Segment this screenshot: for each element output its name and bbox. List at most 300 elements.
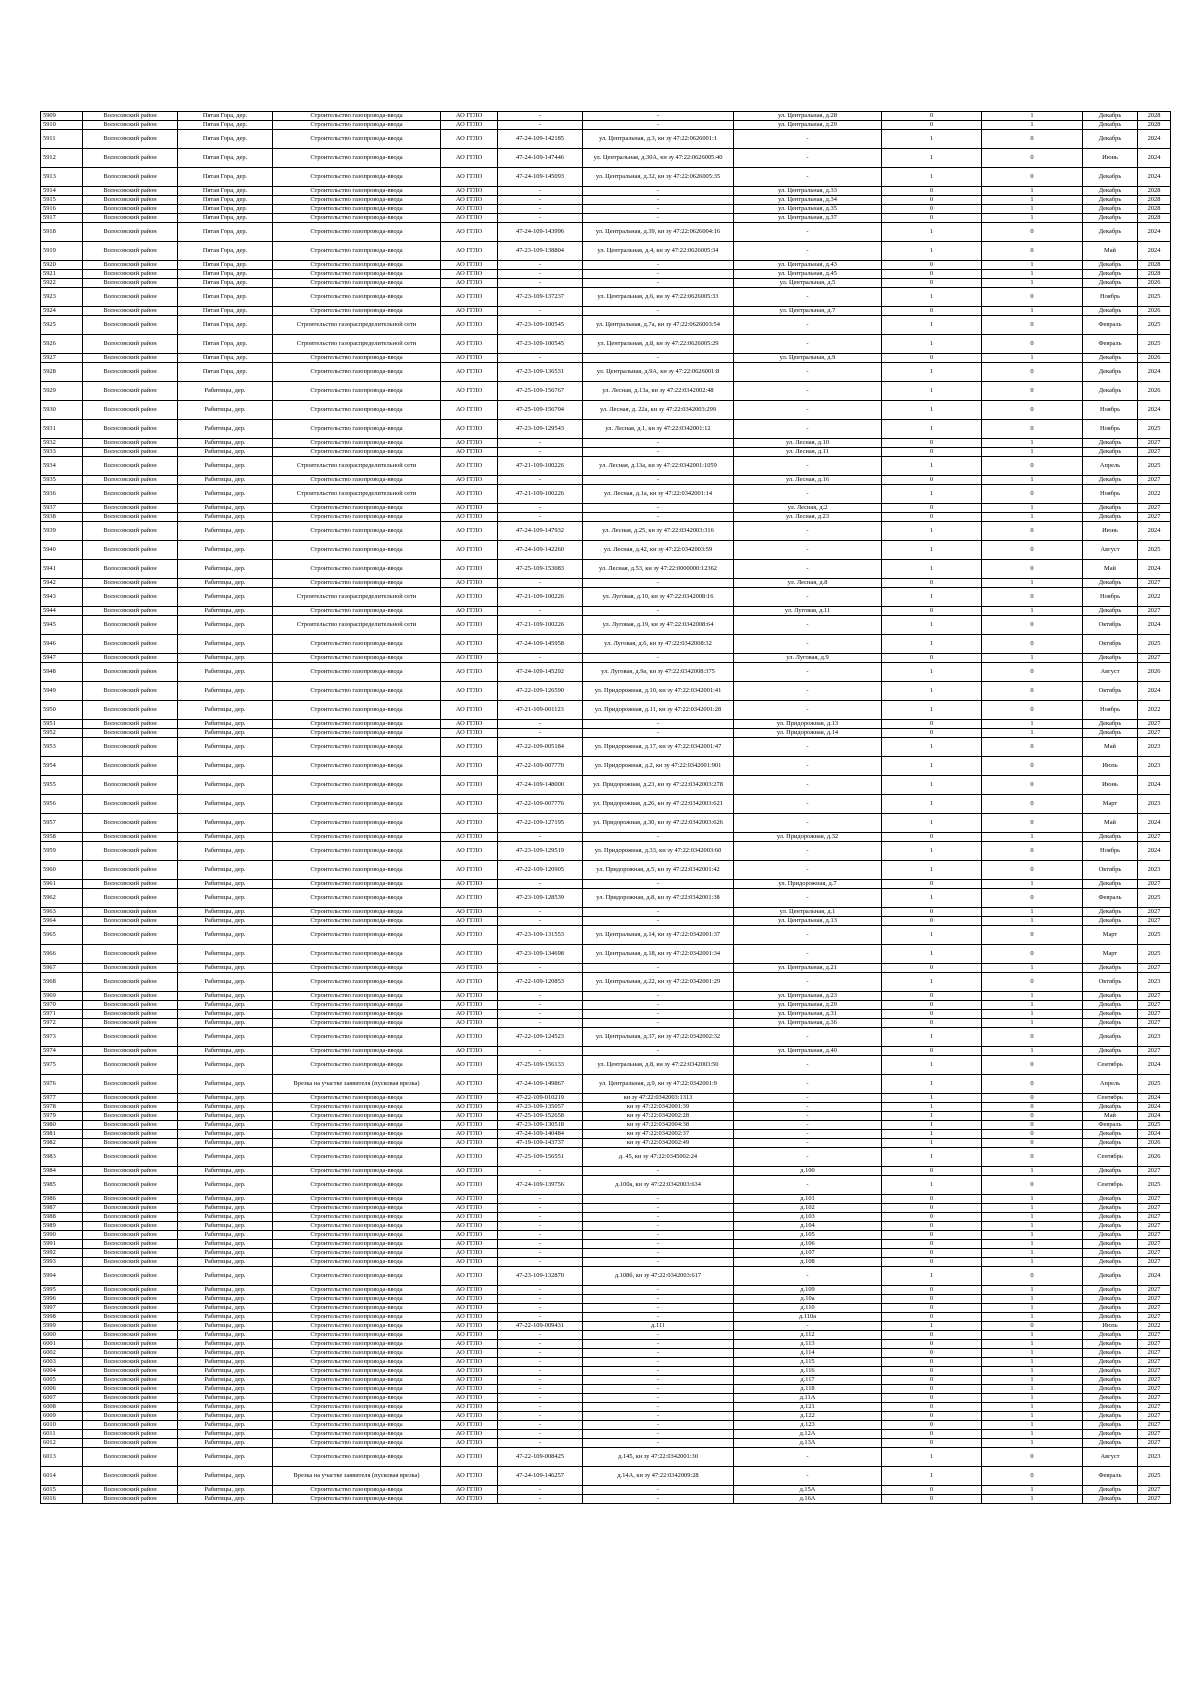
table-row xyxy=(41,663,1171,682)
organization-cell: АО ГГЛО xyxy=(441,1495,498,1504)
organization-cell: АО ГГЛО xyxy=(441,1103,498,1112)
work-type-cell: Строительство газопровода-ввода xyxy=(273,1267,441,1286)
organization-cell: АО ГГЛО xyxy=(441,1358,498,1367)
table-row xyxy=(41,1394,1171,1403)
settlement-cell: Пятая Гора, дер. xyxy=(178,279,273,288)
application-number-cell: - xyxy=(498,654,583,663)
year-cell: 2024 xyxy=(1138,130,1171,149)
application-number-cell: - xyxy=(498,1001,583,1010)
organization-cell: АО ГГЛО xyxy=(441,522,498,541)
organization-cell: АО ГГЛО xyxy=(441,1286,498,1295)
month-cell: Декабрь xyxy=(1083,1495,1138,1504)
count-a-cell: 0 xyxy=(882,214,982,223)
district-cell: Волосовский район xyxy=(83,635,178,654)
month-cell: Декабрь xyxy=(1083,130,1138,149)
settlement-cell: Пятая Гора, дер. xyxy=(178,130,273,149)
count-a-cell: 0 xyxy=(882,880,982,889)
organization-cell: АО ГГЛО xyxy=(441,1439,498,1448)
work-type-cell: Строительство газопровода-ввода xyxy=(273,1103,441,1112)
row-number-cell: 5948 xyxy=(41,663,83,682)
district-cell: Волосовский район xyxy=(83,1403,178,1412)
district-cell: Волосовский район xyxy=(83,1047,178,1056)
month-cell: Декабрь xyxy=(1083,1139,1138,1148)
application-number-cell: - xyxy=(498,261,583,270)
district-cell: Волосовский район xyxy=(83,1130,178,1139)
address-cell: - xyxy=(734,1075,882,1094)
row-number-cell: 5940 xyxy=(41,541,83,560)
row-number-cell: 6011 xyxy=(41,1430,83,1439)
organization-cell: АО ГГЛО xyxy=(441,1430,498,1439)
address-cadastral-cell: - xyxy=(583,196,734,205)
settlement-cell: Рабитицы, дер. xyxy=(178,1222,273,1231)
settlement-cell: Рабитицы, дер. xyxy=(178,663,273,682)
month-cell: Декабрь xyxy=(1083,1130,1138,1139)
row-number-cell: 6012 xyxy=(41,1439,83,1448)
year-cell: 2024 xyxy=(1138,560,1171,579)
month-cell: Декабрь xyxy=(1083,363,1138,382)
settlement-cell: Рабитицы, дер. xyxy=(178,1019,273,1028)
table-row xyxy=(41,1231,1171,1240)
address-cell: - xyxy=(734,1267,882,1286)
settlement-cell: Рабитицы, дер. xyxy=(178,1376,273,1385)
application-number-cell: - xyxy=(498,1340,583,1349)
count-b-cell: 0 xyxy=(982,738,1083,757)
organization-cell: АО ГГЛО xyxy=(441,663,498,682)
district-cell: Волосовский район xyxy=(83,1495,178,1504)
address-cell: - xyxy=(734,1130,882,1139)
row-number-cell: 5985 xyxy=(41,1176,83,1195)
count-a-cell: 0 xyxy=(882,354,982,363)
address-cadastral-cell: ул. Придорожная, д.33, кн зу 47:22:0342003:60 xyxy=(583,842,734,861)
address-cadastral-cell: ул. Луговая, д.6, кн зу 47:22:0342008:32 xyxy=(583,635,734,654)
settlement-cell: Рабитицы, дер. xyxy=(178,579,273,588)
row-number-cell: 5959 xyxy=(41,842,83,861)
application-number-cell: - xyxy=(498,439,583,448)
month-cell: Декабрь xyxy=(1083,307,1138,316)
organization-cell: АО ГГЛО xyxy=(441,1010,498,1019)
row-number-cell: 6000 xyxy=(41,1331,83,1340)
address-cadastral-cell: - xyxy=(583,720,734,729)
count-a-cell: 1 xyxy=(882,149,982,168)
address-cadastral-cell: ул. Лесная, д.13а, кн зу 47:22:0342001:1059 xyxy=(583,457,734,476)
settlement-cell: Рабитицы, дер. xyxy=(178,1358,273,1367)
address-cadastral-cell: ул. Центральная, д.30А, кн зу 47:22:0626005:40 xyxy=(583,149,734,168)
settlement-cell: Рабитицы, дер. xyxy=(178,729,273,738)
count-a-cell: 0 xyxy=(882,1019,982,1028)
count-b-cell: 1 xyxy=(982,1019,1083,1028)
address-cell: - xyxy=(734,1139,882,1148)
application-number-cell: 47-24-109-140484 xyxy=(498,1130,583,1139)
address-cadastral-cell: - xyxy=(583,1331,734,1340)
month-cell: Декабрь xyxy=(1083,917,1138,926)
settlement-cell: Пятая Гора, дер. xyxy=(178,112,273,121)
address-cadastral-cell: - xyxy=(583,1367,734,1376)
organization-cell: АО ГГЛО xyxy=(441,1056,498,1075)
application-number-cell: - xyxy=(498,1258,583,1267)
row-number-cell: 5994 xyxy=(41,1267,83,1286)
settlement-cell: Рабитицы, дер. xyxy=(178,1213,273,1222)
count-b-cell: 1 xyxy=(982,917,1083,926)
district-cell: Волосовский район xyxy=(83,757,178,776)
year-cell: 2027 xyxy=(1138,1286,1171,1295)
month-cell: Декабрь xyxy=(1083,1349,1138,1358)
work-type-cell: Строительство газопровода-ввода xyxy=(273,720,441,729)
year-cell: 2027 xyxy=(1138,579,1171,588)
table-row xyxy=(41,448,1171,457)
table-row xyxy=(41,196,1171,205)
count-b-cell: 0 xyxy=(982,1267,1083,1286)
year-cell: 2024 xyxy=(1138,242,1171,261)
month-cell: Декабрь xyxy=(1083,1231,1138,1240)
year-cell: 2024 xyxy=(1138,168,1171,187)
settlement-cell: Пятая Гора, дер. xyxy=(178,196,273,205)
organization-cell: АО ГГЛО xyxy=(441,335,498,354)
application-number-cell: 47-23-109-136531 xyxy=(498,363,583,382)
settlement-cell: Рабитицы, дер. xyxy=(178,701,273,720)
organization-cell: АО ГГЛО xyxy=(441,1139,498,1148)
address-cell: - xyxy=(734,1028,882,1047)
table-row xyxy=(41,1075,1171,1094)
organization-cell: АО ГГЛО xyxy=(441,1367,498,1376)
count-a-cell: 0 xyxy=(882,1385,982,1394)
table-row xyxy=(41,814,1171,833)
address-cell: ул. Луговая, д.11 xyxy=(734,607,882,616)
organization-cell: АО ГГЛО xyxy=(441,457,498,476)
address-cell: ул. Центральная, д.36 xyxy=(734,1019,882,1028)
address-cadastral-cell: ул. Луговая, д.19, кн зу 47:22:0342008:64 xyxy=(583,616,734,635)
year-cell: 2025 xyxy=(1138,316,1171,335)
address-cell: д.101 xyxy=(734,1195,882,1204)
month-cell: Декабрь xyxy=(1083,1331,1138,1340)
district-cell: Волосовский район xyxy=(83,270,178,279)
settlement-cell: Пятая Гора, дер. xyxy=(178,223,273,242)
address-cadastral-cell: ул. Центральная, д.18, кн зу 47:22:0342001:34 xyxy=(583,945,734,964)
month-cell: Февраль xyxy=(1083,1467,1138,1486)
application-number-cell: 47-23-109-100545 xyxy=(498,335,583,354)
count-b-cell: 0 xyxy=(982,1028,1083,1047)
month-cell: Сентябрь xyxy=(1083,1148,1138,1167)
organization-cell: АО ГГЛО xyxy=(441,917,498,926)
count-a-cell: 1 xyxy=(882,560,982,579)
count-b-cell: 1 xyxy=(982,1231,1083,1240)
count-a-cell: 0 xyxy=(882,439,982,448)
district-cell: Волосовский район xyxy=(83,1176,178,1195)
count-b-cell: 1 xyxy=(982,1495,1083,1504)
month-cell: Декабрь xyxy=(1083,1010,1138,1019)
count-a-cell: 0 xyxy=(882,1331,982,1340)
application-number-cell: - xyxy=(498,112,583,121)
count-b-cell: 0 xyxy=(982,1448,1083,1467)
address-cell: ул. Луговая, д.9 xyxy=(734,654,882,663)
year-cell: 2025 xyxy=(1138,1467,1171,1486)
work-type-cell: Строительство газопровода-ввода xyxy=(273,1313,441,1322)
address-cadastral-cell: - xyxy=(583,1439,734,1448)
table-row xyxy=(41,1222,1171,1231)
address-cadastral-cell: - xyxy=(583,504,734,513)
district-cell: Волосовский район xyxy=(83,187,178,196)
year-cell: 2027 xyxy=(1138,1340,1171,1349)
count-b-cell: 1 xyxy=(982,354,1083,363)
count-a-cell: 0 xyxy=(882,476,982,485)
settlement-cell: Рабитицы, дер. xyxy=(178,1112,273,1121)
settlement-cell: Рабитицы, дер. xyxy=(178,833,273,842)
address-cell: ул. Лесная, д.23 xyxy=(734,513,882,522)
year-cell: 2027 xyxy=(1138,1439,1171,1448)
district-cell: Волосовский район xyxy=(83,1121,178,1130)
count-a-cell: 1 xyxy=(882,288,982,307)
work-type-cell: Строительство газопровода-ввода xyxy=(273,1258,441,1267)
year-cell: 2022 xyxy=(1138,1322,1171,1331)
district-cell: Волосовский район xyxy=(83,1448,178,1467)
table-row xyxy=(41,187,1171,196)
work-type-cell: Строительство газораспределительной сети xyxy=(273,457,441,476)
count-a-cell: 1 xyxy=(882,945,982,964)
address-cell: - xyxy=(734,1176,882,1195)
year-cell: 2027 xyxy=(1138,1331,1171,1340)
row-number-cell: 5966 xyxy=(41,945,83,964)
count-b-cell: 0 xyxy=(982,889,1083,908)
settlement-cell: Рабитицы, дер. xyxy=(178,1486,273,1495)
address-cell: д.115 xyxy=(734,1358,882,1367)
count-b-cell: 1 xyxy=(982,1349,1083,1358)
month-cell: Сентябрь xyxy=(1083,1056,1138,1075)
application-number-cell: 47-23-109-129519 xyxy=(498,842,583,861)
row-number-cell: 5952 xyxy=(41,729,83,738)
count-a-cell: 1 xyxy=(882,973,982,992)
application-number-cell: 47-21-109-100226 xyxy=(498,588,583,607)
month-cell: Апрель xyxy=(1083,457,1138,476)
count-a-cell: 0 xyxy=(882,513,982,522)
organization-cell: АО ГГЛО xyxy=(441,1204,498,1213)
count-b-cell: 0 xyxy=(982,757,1083,776)
count-b-cell: 1 xyxy=(982,187,1083,196)
count-b-cell: 1 xyxy=(982,1001,1083,1010)
count-a-cell: 0 xyxy=(882,720,982,729)
organization-cell: АО ГГЛО xyxy=(441,1486,498,1495)
settlement-cell: Рабитицы, дер. xyxy=(178,861,273,880)
settlement-cell: Рабитицы, дер. xyxy=(178,1001,273,1010)
work-type-cell: Строительство газопровода-ввода xyxy=(273,242,441,261)
district-cell: Волосовский район xyxy=(83,363,178,382)
row-number-cell: 6014 xyxy=(41,1467,83,1486)
organization-cell: АО ГГЛО xyxy=(441,448,498,457)
year-cell: 2023 xyxy=(1138,738,1171,757)
year-cell: 2028 xyxy=(1138,270,1171,279)
organization-cell: АО ГГЛО xyxy=(441,1313,498,1322)
application-number-cell: - xyxy=(498,1376,583,1385)
address-cell: - xyxy=(734,1094,882,1103)
count-a-cell: 1 xyxy=(882,663,982,682)
year-cell: 2022 xyxy=(1138,588,1171,607)
work-type-cell: Строительство газопровода-ввода xyxy=(273,776,441,795)
work-type-cell: Строительство газопровода-ввода xyxy=(273,270,441,279)
address-cell: д.102 xyxy=(734,1204,882,1213)
address-cell: ул. Центральная, д.45 xyxy=(734,270,882,279)
organization-cell: АО ГГЛО xyxy=(441,363,498,382)
count-b-cell: 1 xyxy=(982,1430,1083,1439)
organization-cell: АО ГГЛО xyxy=(441,1267,498,1286)
count-a-cell: 0 xyxy=(882,187,982,196)
application-number-cell: - xyxy=(498,1439,583,1448)
organization-cell: АО ГГЛО xyxy=(441,476,498,485)
settlement-cell: Рабитицы, дер. xyxy=(178,1028,273,1047)
count-b-cell: 1 xyxy=(982,270,1083,279)
month-cell: Февраль xyxy=(1083,1121,1138,1130)
work-type-cell: Строительство газопровода-ввода xyxy=(273,1176,441,1195)
row-number-cell: 5928 xyxy=(41,363,83,382)
year-cell: 2025 xyxy=(1138,889,1171,908)
address-cell: - xyxy=(734,242,882,261)
year-cell: 2026 xyxy=(1138,1148,1171,1167)
work-type-cell: Строительство газопровода-ввода xyxy=(273,1222,441,1231)
row-number-cell: 5995 xyxy=(41,1286,83,1295)
district-cell: Волосовский район xyxy=(83,814,178,833)
application-number-cell: - xyxy=(498,448,583,457)
count-a-cell: 1 xyxy=(882,1467,982,1486)
application-number-cell: 47-23-109-137237 xyxy=(498,288,583,307)
address-cadastral-cell: - xyxy=(583,908,734,917)
address-cadastral-cell: ул. Придорожная, д.2, кн зу 47:22:0342001:901 xyxy=(583,757,734,776)
row-number-cell: 5958 xyxy=(41,833,83,842)
organization-cell: АО ГГЛО xyxy=(441,1195,498,1204)
organization-cell: АО ГГЛО xyxy=(441,439,498,448)
application-number-cell: - xyxy=(498,1430,583,1439)
address-cell: - xyxy=(734,701,882,720)
application-number-cell: - xyxy=(498,607,583,616)
count-a-cell: 0 xyxy=(882,1412,982,1421)
address-cadastral-cell: ул. Лесная, д.25, кн зу 47:22:0342003:316 xyxy=(583,522,734,541)
table-row xyxy=(41,522,1171,541)
table-row xyxy=(41,607,1171,616)
organization-cell: АО ГГЛО xyxy=(441,588,498,607)
address-cadastral-cell: - xyxy=(583,476,734,485)
count-a-cell: 0 xyxy=(882,504,982,513)
month-cell: Декабрь xyxy=(1083,513,1138,522)
count-a-cell: 1 xyxy=(882,1267,982,1286)
table-row xyxy=(41,682,1171,701)
month-cell: Декабрь xyxy=(1083,261,1138,270)
address-cell: - xyxy=(734,973,882,992)
address-cadastral-cell: ул. Центральная, д.9, кн зу 47:22:0342001:9 xyxy=(583,1075,734,1094)
application-number-cell: - xyxy=(498,833,583,842)
year-cell: 2027 xyxy=(1138,720,1171,729)
count-a-cell: 1 xyxy=(882,861,982,880)
organization-cell: АО ГГЛО xyxy=(441,168,498,187)
address-cadastral-cell: кн зу 47:22:0342002:49 xyxy=(583,1139,734,1148)
work-type-cell: Строительство газопровода-ввода xyxy=(273,261,441,270)
organization-cell: АО ГГЛО xyxy=(441,842,498,861)
work-type-cell: Строительство газопровода-ввода xyxy=(273,579,441,588)
row-number-cell: 5925 xyxy=(41,316,83,335)
address-cell: - xyxy=(734,485,882,504)
organization-cell: АО ГГЛО xyxy=(441,945,498,964)
month-cell: Декабрь xyxy=(1083,1213,1138,1222)
application-number-cell: 47-24-109-142260 xyxy=(498,541,583,560)
organization-cell: АО ГГЛО xyxy=(441,261,498,270)
settlement-cell: Рабитицы, дер. xyxy=(178,485,273,504)
table-row xyxy=(41,420,1171,439)
row-number-cell: 6016 xyxy=(41,1495,83,1504)
work-type-cell: Строительство газопровода-ввода xyxy=(273,757,441,776)
count-b-cell: 0 xyxy=(982,382,1083,401)
district-cell: Волосовский район xyxy=(83,382,178,401)
year-cell: 2027 xyxy=(1138,1231,1171,1240)
district-cell: Волосовский район xyxy=(83,1258,178,1267)
month-cell: Сентябрь xyxy=(1083,1176,1138,1195)
organization-cell: АО ГГЛО xyxy=(441,279,498,288)
application-number-cell: 47-23-109-131553 xyxy=(498,926,583,945)
work-type-cell: Строительство газопровода-ввода xyxy=(273,1486,441,1495)
address-cadastral-cell: - xyxy=(583,214,734,223)
address-cell: ул. Лесная, д.2 xyxy=(734,504,882,513)
count-b-cell: 1 xyxy=(982,1047,1083,1056)
table-row xyxy=(41,382,1171,401)
settlement-cell: Рабитицы, дер. xyxy=(178,1495,273,1504)
count-b-cell: 0 xyxy=(982,663,1083,682)
work-type-cell: Строительство газопровода-ввода xyxy=(273,1367,441,1376)
count-a-cell: 1 xyxy=(882,316,982,335)
application-number-cell: - xyxy=(498,1358,583,1367)
count-b-cell: 1 xyxy=(982,121,1083,130)
month-cell: Декабрь xyxy=(1083,1412,1138,1421)
work-type-cell: Строительство газопровода-ввода xyxy=(273,1112,441,1121)
work-type-cell: Строительство газопровода-ввода xyxy=(273,861,441,880)
count-b-cell: 0 xyxy=(982,1121,1083,1130)
organization-cell: АО ГГЛО xyxy=(441,1322,498,1331)
address-cell: ул. Центральная, д.35 xyxy=(734,205,882,214)
year-cell: 2027 xyxy=(1138,1295,1171,1304)
work-type-cell: Строительство газораспределительной сети xyxy=(273,588,441,607)
count-b-cell: 1 xyxy=(982,1367,1083,1376)
count-a-cell: 1 xyxy=(882,738,982,757)
settlement-cell: Рабитицы, дер. xyxy=(178,1367,273,1376)
count-b-cell: 0 xyxy=(982,701,1083,720)
district-cell: Волосовский район xyxy=(83,1204,178,1213)
address-cell: - xyxy=(734,889,882,908)
count-a-cell: 0 xyxy=(882,1340,982,1349)
count-b-cell: 0 xyxy=(982,1148,1083,1167)
work-type-cell: Строительство газопровода-ввода xyxy=(273,635,441,654)
application-number-cell: - xyxy=(498,1167,583,1176)
count-a-cell: 0 xyxy=(882,112,982,121)
count-b-cell: 1 xyxy=(982,833,1083,842)
month-cell: Июнь xyxy=(1083,149,1138,168)
work-type-cell: Строительство газопровода-ввода xyxy=(273,1421,441,1430)
address-cell: ул. Придорожная, д.14 xyxy=(734,729,882,738)
row-number-cell: 5982 xyxy=(41,1139,83,1148)
count-a-cell: 0 xyxy=(882,1367,982,1376)
district-cell: Волосовский район xyxy=(83,513,178,522)
month-cell: Май xyxy=(1083,814,1138,833)
table-row xyxy=(41,1148,1171,1167)
work-type-cell: Строительство газопровода-ввода xyxy=(273,1047,441,1056)
count-b-cell: 1 xyxy=(982,607,1083,616)
table-row xyxy=(41,729,1171,738)
table-row xyxy=(41,1385,1171,1394)
gasification-schedule-table xyxy=(40,111,1171,1504)
address-cadastral-cell: ул. Лесная, д.1, кн зу 47:22:0342001:12 xyxy=(583,420,734,439)
application-number-cell: - xyxy=(498,1019,583,1028)
address-cadastral-cell: кн зу 47:22:0342002:28 xyxy=(583,1112,734,1121)
count-b-cell: 1 xyxy=(982,1286,1083,1295)
year-cell: 2027 xyxy=(1138,1394,1171,1403)
row-number-cell: 5956 xyxy=(41,795,83,814)
settlement-cell: Рабитицы, дер. xyxy=(178,1286,273,1295)
organization-cell: АО ГГЛО xyxy=(441,223,498,242)
month-cell: Декабрь xyxy=(1083,354,1138,363)
district-cell: Волосовский район xyxy=(83,1394,178,1403)
settlement-cell: Рабитицы, дер. xyxy=(178,757,273,776)
